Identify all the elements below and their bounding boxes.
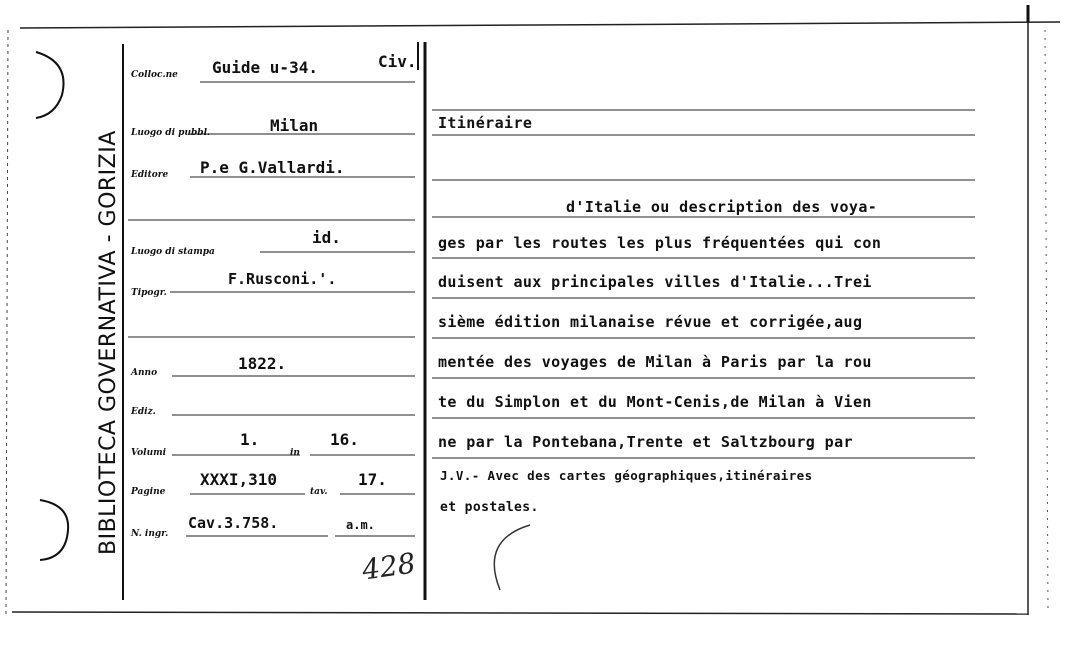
anno-label: Anno [131, 368, 158, 378]
description-line-2: ges par les routes les plus fréquentées qui con [438, 234, 882, 252]
n-ingresso-suffix: a.m. [346, 518, 375, 532]
pagine-label: Pagine [131, 487, 166, 497]
volumi-value: 1. [240, 430, 260, 449]
description-line-7: ne par la Pontebana,Trente et Saltzbourg par [438, 433, 853, 451]
description-line-3: duisent aux principales villes d'Italie...Trei [438, 273, 872, 291]
collocazione-label: Colloc.ne [131, 70, 178, 80]
luogo-stampa-label: Luogo di stampa [131, 247, 215, 257]
tipografo-label: Tipogr. [131, 288, 167, 298]
editore-value: P.e G.Vallardi. [200, 158, 345, 177]
edizione-label: Ediz. [131, 407, 156, 417]
description-line-4: sième édition milanaise révue et corrigée,aug [438, 313, 863, 331]
luogo-pubbl-label: Luogo di pubbl. [131, 128, 211, 138]
collocazione-suffix: Civ. [378, 52, 417, 71]
luogo-pubbl-value: Milan [270, 116, 319, 135]
volumi-in-label: in [290, 448, 300, 458]
description-line-5: mentée des voyages de Milan à Paris par la rou [438, 353, 872, 371]
anno-value: 1822. [238, 354, 287, 373]
pagine-tav-label: tav. [310, 487, 328, 497]
collocazione-value: Guide u-34. [212, 58, 318, 77]
description-line-8: J.V.- Avec des cartes géographiques,itinéraires [440, 468, 813, 483]
pagine-tav-value: 17. [358, 470, 387, 489]
volumi-in-value: 16. [330, 430, 359, 449]
library-spine-text: BIBLIOTECA GOVERNATIVA - GORIZIA [96, 130, 121, 555]
description-line-9: et postales. [440, 500, 539, 515]
description-title-word: Itinéraire [438, 114, 533, 132]
n-ingresso-label: N. ingr. [131, 529, 169, 539]
description-line-1: d'Italie ou description des voya- [566, 198, 878, 216]
tipografo-value: F.Rusconi.'. [228, 270, 337, 288]
handwritten-number: 428 [359, 546, 418, 587]
description-line-6: te du Simplon et du Mont-Cenis,de Milan à Vien [438, 393, 872, 411]
volumi-label: Volumi [131, 448, 167, 458]
pagine-value: XXXI,310 [200, 470, 278, 489]
luogo-stampa-value: id. [312, 228, 341, 247]
n-ingresso-value: Cav.3.758. [188, 514, 279, 532]
editore-label: Editore [131, 170, 169, 180]
